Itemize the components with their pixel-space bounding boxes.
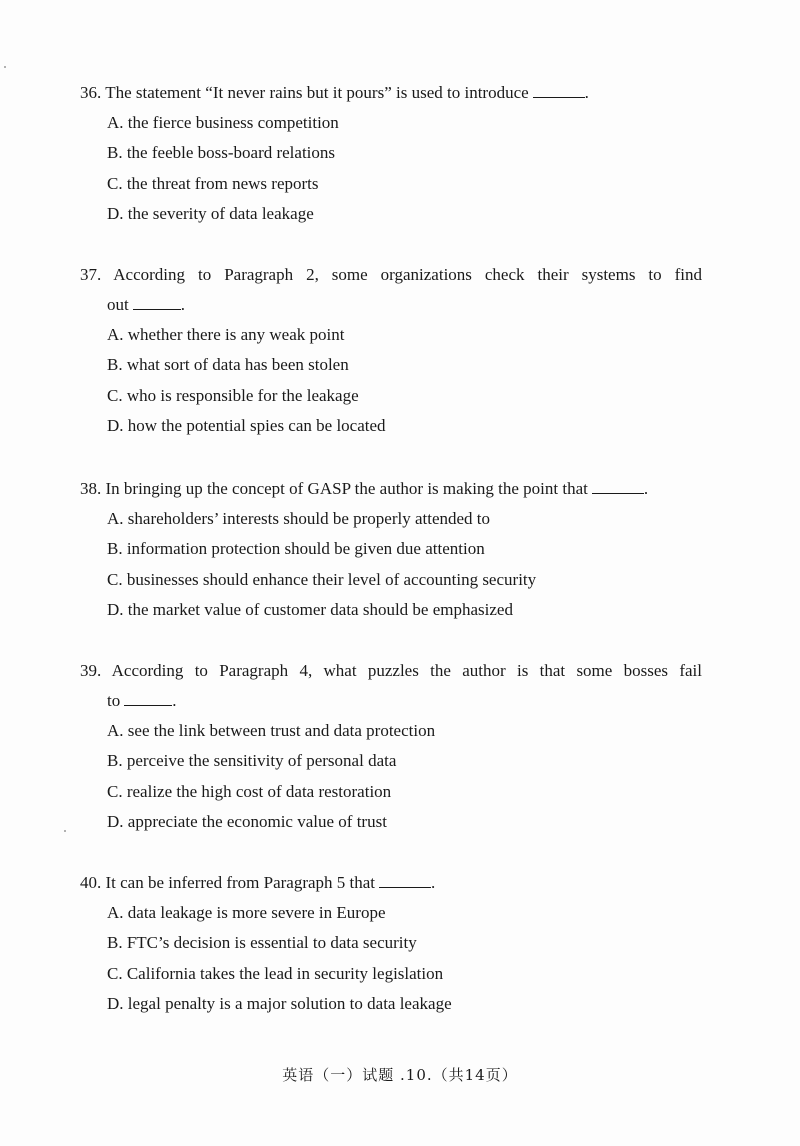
question-number: 39.: [80, 661, 102, 680]
question-text: According to Paragraph 2, some organizations check their systems to find: [113, 265, 702, 284]
option-b: B. perceive the sensitivity of personal data: [107, 751, 397, 771]
option-b: B. FTC’s decision is essential to data security: [107, 933, 417, 953]
stem-end: .: [584, 83, 589, 102]
question-number: 38.: [80, 479, 102, 498]
question-stem-continued: [107, 290, 185, 320]
option-c: C. the threat from news reports: [107, 173, 319, 193]
question-stem-continued: [107, 686, 176, 716]
question-stem: [80, 868, 702, 898]
options-list: [107, 108, 339, 229]
question-text-cont: to: [107, 691, 121, 710]
option-b: B. information protection should be given due attention: [107, 539, 485, 559]
question-text: In bringing up the concept of GASP the author is making the point that: [105, 479, 588, 498]
answer-blank: [379, 871, 431, 888]
question-text-cont: out: [107, 295, 129, 314]
question-stem: [80, 260, 702, 290]
options-list: [107, 716, 435, 837]
options-list: [107, 504, 536, 625]
options-list: [107, 320, 386, 441]
option-b: B. the feeble boss-board relations: [107, 143, 336, 163]
stem-end: .: [180, 295, 185, 314]
option-c: C. who is responsible for the leakage: [107, 385, 359, 405]
question-text: It can be inferred from Paragraph 5 that: [105, 873, 376, 892]
scan-speck: [4, 66, 6, 68]
option-d: D. appreciate the economic value of trust: [107, 811, 387, 831]
options-list: [107, 898, 452, 1019]
option-b: B. what sort of data has been stolen: [107, 355, 349, 375]
question-number: 37.: [80, 265, 102, 284]
question-number: 40.: [80, 873, 102, 892]
option-d: D. the severity of data leakage: [107, 203, 314, 223]
option-a: A. whether there is any weak point: [107, 325, 345, 344]
scan-speck: [64, 830, 66, 832]
option-a: A. see the link between trust and data protection: [107, 721, 436, 740]
question-text: The statement “It never rains but it pours” is used to introduce: [105, 83, 529, 102]
option-c: C. realize the high cost of data restoration: [107, 781, 392, 801]
answer-blank: [124, 689, 172, 706]
option-d: D. how the potential spies can be located: [107, 415, 386, 435]
stem-end: .: [431, 873, 436, 892]
question-number: 36.: [80, 83, 102, 102]
option-d: D. the market value of customer data should be emphasized: [107, 599, 513, 619]
question-text: According to Paragraph 4, what puzzles the author is that some bosses fail: [111, 661, 702, 680]
option-a: A. the fierce business competition: [107, 113, 339, 132]
option-c: C. California takes the lead in security legislation: [107, 963, 444, 983]
stem-end: .: [643, 479, 649, 498]
question-stem: [80, 474, 702, 504]
option-d: D. legal penalty is a major solution to data leakage: [107, 993, 452, 1013]
page-footer: 英语（一）试题 .10.（共14页）: [282, 1066, 518, 1084]
option-a: A. data leakage is more severe in Europe: [107, 903, 386, 922]
stem-end: .: [172, 691, 177, 710]
answer-blank: [133, 293, 181, 310]
option-c: C. businesses should enhance their level of accounting security: [107, 569, 537, 589]
question-stem: [80, 78, 702, 108]
answer-blank: [592, 477, 644, 494]
answer-blank: [533, 81, 585, 98]
question-stem: [80, 656, 702, 686]
option-a: A. shareholders’ interests should be properly attended to: [107, 509, 491, 528]
